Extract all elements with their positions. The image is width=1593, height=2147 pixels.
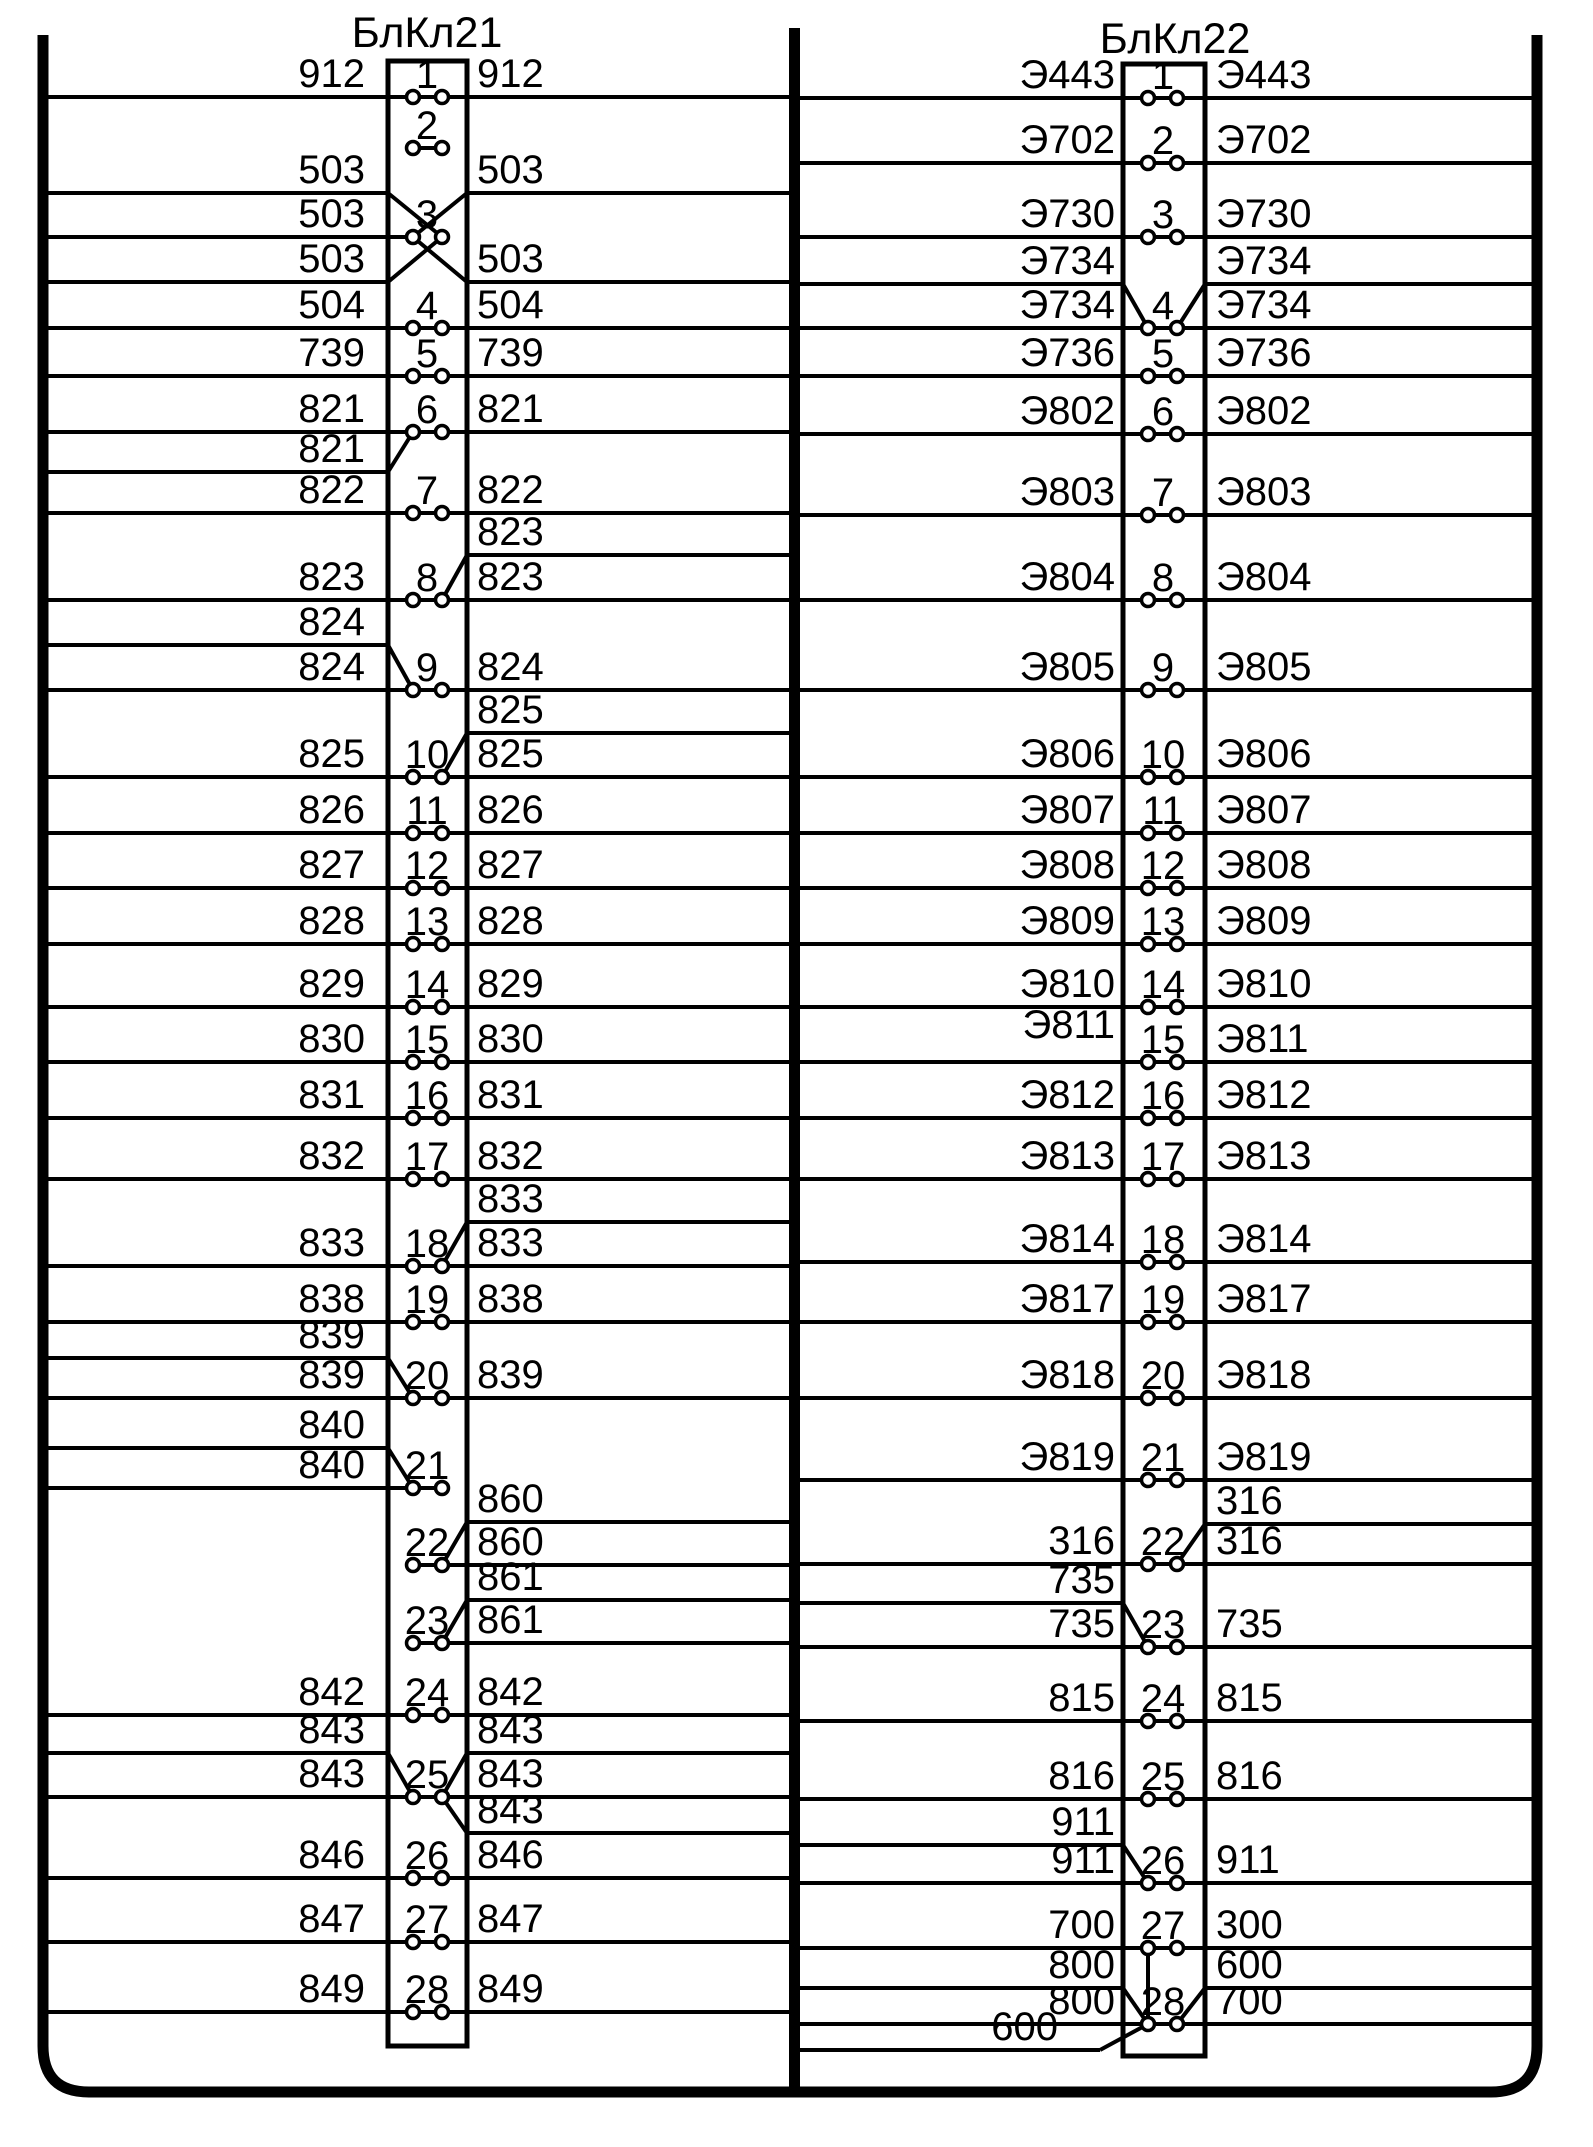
terminal-number: 3: [1151, 193, 1175, 237]
wire-label-left: Э812: [1019, 1073, 1115, 1117]
terminal-number: 11: [1142, 789, 1184, 833]
wire-label-right: Э810: [1216, 962, 1312, 1006]
wire-label-left: 911: [1051, 1838, 1115, 1882]
wire-label-left: 840: [298, 1443, 365, 1487]
wire-label-right: 828: [477, 899, 544, 943]
wire-label-left: 843: [298, 1708, 365, 1752]
wire-label-right: 843: [477, 1788, 544, 1832]
wire-label-right: 600: [1216, 1943, 1283, 1987]
wire-label-right: 823: [477, 555, 544, 599]
wire-label-left: 504: [298, 283, 365, 327]
wire-label-right: 827: [477, 843, 544, 887]
terminal-number: 8: [415, 556, 439, 600]
wire-label-right: Э811: [1216, 1017, 1309, 1061]
wire-label-right: 823: [477, 510, 544, 554]
wire-label-right: 861: [477, 1555, 544, 1599]
terminal-number: 25: [404, 1753, 450, 1797]
wire-label-right: 833: [477, 1177, 544, 1221]
wire-label-right: 826: [477, 788, 544, 832]
wire-label-right: 847: [477, 1897, 544, 1941]
terminal-number: 6: [1151, 390, 1175, 434]
terminal-block-blkl21: [43, 9, 794, 2046]
terminal-number: 13: [404, 900, 450, 944]
wire-label-right: 912: [477, 52, 544, 96]
wire-label-right: 504: [477, 283, 544, 327]
wire-label-right: Э818: [1216, 1353, 1312, 1397]
wire-label-right: 822: [477, 468, 544, 512]
terminal-number: 26: [404, 1834, 450, 1878]
wire-label-right: Э805: [1216, 645, 1312, 689]
wire-label-left: Э818: [1019, 1353, 1115, 1397]
wire-label-left: Э730: [1019, 192, 1115, 236]
terminal-number: 2: [1151, 119, 1175, 163]
wire-label-right: 739: [477, 331, 544, 375]
wire-label-left: 831: [298, 1073, 365, 1117]
wire-label-left: 824: [298, 645, 365, 689]
terminal-number: 18: [1140, 1218, 1186, 1262]
wire-label-left: 912: [298, 52, 365, 96]
wire-label-right: Э808: [1216, 843, 1312, 887]
wire-label-left: 825: [298, 732, 365, 776]
wire-label-right: 831: [477, 1073, 544, 1117]
terminal-number: 10: [1140, 733, 1186, 777]
terminal-number: 5: [415, 332, 439, 376]
wire-label-right: 861: [477, 1598, 544, 1642]
wire-label-right: Э812: [1216, 1073, 1312, 1117]
wire-label-right: 503: [477, 237, 544, 281]
wire-label-left: 840: [298, 1403, 365, 1447]
terminal-number: 22: [1140, 1520, 1186, 1564]
wire-label-right: 700: [1216, 1979, 1283, 2023]
terminal-number: 21: [404, 1444, 450, 1488]
wire-label-left: 800: [1048, 1979, 1115, 2023]
wire-label-left: Э806: [1019, 732, 1115, 776]
terminal-number: 11: [406, 789, 448, 833]
terminal-number: 9: [1151, 646, 1175, 690]
wire-label-right: Э809: [1216, 899, 1312, 943]
wire-label-left: Э803: [1019, 470, 1115, 514]
terminal-number: 21: [1140, 1436, 1186, 1480]
wire-label-right: 838: [477, 1277, 544, 1321]
terminal-number: 23: [1140, 1603, 1186, 1647]
wire-label-right: Э730: [1216, 192, 1312, 236]
wire-label-left: 821: [298, 427, 365, 471]
wire-label-left: 828: [298, 899, 365, 943]
terminal-number: 28: [404, 1968, 450, 2012]
terminal-number: 24: [1140, 1677, 1186, 1721]
terminal-number: 27: [1140, 1904, 1186, 1948]
wire-label-left: 503: [298, 237, 365, 281]
wire-label-left: 503: [298, 148, 365, 192]
terminal-number: 3: [415, 193, 439, 237]
terminal-number: 15: [404, 1018, 450, 1062]
wire-label-right: Э806: [1216, 732, 1312, 776]
terminal-number: 19: [404, 1278, 450, 1322]
wire-label-left: 735: [1048, 1602, 1115, 1646]
block-title: БлКл21: [351, 9, 503, 57]
wire-label-left: Э808: [1019, 843, 1115, 887]
terminal-number: 12: [404, 844, 450, 888]
terminal-number: 14: [1140, 963, 1186, 1007]
terminal-number: 19: [1140, 1278, 1186, 1322]
wire-label-right: 839: [477, 1353, 544, 1397]
wire-label-left: 830: [298, 1017, 365, 1061]
wire-label-right: Э736: [1216, 331, 1312, 375]
wire-label-right: Э734: [1216, 283, 1312, 327]
wire-label-left: Э804: [1019, 555, 1115, 599]
wire-label-right: 846: [477, 1833, 544, 1877]
terminal-number: 15: [1140, 1018, 1186, 1062]
wire-label-right: 830: [477, 1017, 544, 1061]
wire-label-left: 600: [991, 2005, 1058, 2049]
wire-label-left: Э813: [1019, 1134, 1115, 1178]
wire-label-right: Э803: [1216, 470, 1312, 514]
wire-label-left: Э817: [1019, 1277, 1115, 1321]
wire-label-left: 842: [298, 1670, 365, 1714]
wire-label-left: 822: [298, 468, 365, 512]
terminal-number: 7: [1151, 471, 1175, 515]
wire-label-right: Э734: [1216, 239, 1312, 283]
wire-label-right: 860: [477, 1520, 544, 1564]
wire-label-right: 829: [477, 962, 544, 1006]
terminal-number: 14: [404, 963, 450, 1007]
block-title: БлКл22: [1099, 15, 1251, 63]
terminal-number: 13: [1140, 900, 1186, 944]
wire-label-left: 849: [298, 1967, 365, 2011]
wire-label-left: 823: [298, 555, 365, 599]
wire-label-left: Э805: [1019, 645, 1115, 689]
terminal-block-blkl22: [794, 15, 1537, 2056]
wire-label-right: Э817: [1216, 1277, 1312, 1321]
wire-label-right: 843: [477, 1752, 544, 1796]
wire-label-right: 300: [1216, 1903, 1283, 1947]
wire-label-right: 824: [477, 645, 544, 689]
wire-label-left: 847: [298, 1897, 365, 1941]
wire-label-right: Э804: [1216, 555, 1312, 599]
wire-label-left: 821: [298, 387, 365, 431]
terminal-number: 17: [404, 1135, 450, 1179]
terminal-number: 22: [404, 1521, 450, 1565]
terminal-number: 8: [1151, 556, 1175, 600]
terminal-number: 25: [1140, 1755, 1186, 1799]
wire-label-left: 815: [1048, 1676, 1115, 1720]
wire-label-left: 839: [298, 1353, 365, 1397]
wire-label-left: 503: [298, 192, 365, 236]
terminal-number: 18: [404, 1222, 450, 1266]
wire-label-left: 739: [298, 331, 365, 375]
wire-label-right: Э702: [1216, 118, 1312, 162]
terminal-number: 17: [1140, 1135, 1186, 1179]
wire-label-left: 816: [1048, 1754, 1115, 1798]
wire-label-right: 821: [477, 387, 544, 431]
wire-label-left: 827: [298, 843, 365, 887]
terminal-number: 27: [404, 1898, 450, 1942]
terminal-number: 7: [415, 469, 439, 513]
wire-label-left: 839: [298, 1313, 365, 1357]
wire-label-left: Э702: [1019, 118, 1115, 162]
wire-label-right: 843: [477, 1708, 544, 1752]
wire-label-left: 826: [298, 788, 365, 832]
terminal-number: 6: [415, 388, 439, 432]
terminal-number: 26: [1140, 1839, 1186, 1883]
wire-label-right: 911: [1216, 1838, 1280, 1882]
terminal-number: 16: [404, 1074, 450, 1118]
terminal-number: 4: [1151, 284, 1175, 328]
wire-label-right: 825: [477, 688, 544, 732]
wire-label-right: Э443: [1216, 53, 1312, 97]
terminal-number: 23: [404, 1599, 450, 1643]
terminal-number: 1: [1151, 54, 1175, 98]
terminal-number: 16: [1140, 1074, 1186, 1118]
wire-label-right: 825: [477, 732, 544, 776]
wire-label-left: Э807: [1019, 788, 1115, 832]
wire-label-left: 911: [1051, 1800, 1115, 1844]
terminal-number: 10: [404, 733, 450, 777]
terminal-number: 4: [415, 284, 439, 328]
wire-label-right: Э807: [1216, 788, 1312, 832]
wire-label-left: 700: [1048, 1903, 1115, 1947]
terminal-number: 24: [404, 1671, 450, 1715]
wire-label-left: 829: [298, 962, 365, 1006]
terminal-number: 20: [404, 1354, 450, 1398]
wire-label-left: Э809: [1019, 899, 1115, 943]
wire-label-right: Э813: [1216, 1134, 1312, 1178]
wire-label-left: 316: [1048, 1519, 1115, 1563]
wire-label-left: 833: [298, 1221, 365, 1265]
wire-label-right: 842: [477, 1670, 544, 1714]
wire-label-left: Э819: [1019, 1435, 1115, 1479]
terminal-number: 1: [415, 53, 439, 97]
wire-label-right: 316: [1216, 1479, 1283, 1523]
wire-label-right: 833: [477, 1221, 544, 1265]
wire-label-right: 849: [477, 1967, 544, 2011]
terminal-number: 5: [1151, 332, 1175, 376]
wire-label-left: Э802: [1019, 389, 1115, 433]
wire-label-left: 843: [298, 1752, 365, 1796]
terminal-number: 2: [415, 104, 439, 148]
wire-label-left: Э736: [1019, 331, 1115, 375]
terminal-number: 20: [1140, 1354, 1186, 1398]
wire-label-right: 815: [1216, 1676, 1283, 1720]
wire-label-right: 735: [1216, 1602, 1283, 1646]
wire-label-left: Э810: [1019, 962, 1115, 1006]
terminal-number: 9: [415, 646, 439, 690]
wire-label-left: 800: [1048, 1943, 1115, 1987]
wire-label-right: 832: [477, 1134, 544, 1178]
wire-label-right: Э814: [1216, 1217, 1312, 1261]
wire-label-left: Э814: [1019, 1217, 1115, 1261]
wire-label-left: Э734: [1019, 283, 1115, 327]
wire-label-left: 846: [298, 1833, 365, 1877]
wire-label-left: Э443: [1019, 53, 1115, 97]
wire-label-left: 832: [298, 1134, 365, 1178]
wire-label-right: 860: [477, 1477, 544, 1521]
wire-label-left: 838: [298, 1277, 365, 1321]
wire-label-right: Э819: [1216, 1435, 1312, 1479]
wire-label-right: Э802: [1216, 389, 1312, 433]
wire-label-left: 824: [298, 600, 365, 644]
wire-label-left: Э734: [1019, 239, 1115, 283]
wire-label-right: 503: [477, 148, 544, 192]
wire-label-right: 816: [1216, 1754, 1283, 1798]
terminal-number: 12: [1140, 844, 1186, 888]
wire-label-left: Э811: [1022, 1003, 1115, 1047]
terminal-number: 28: [1140, 1980, 1186, 2024]
wire-label-left: 735: [1048, 1558, 1115, 1602]
wire-label-right: 316: [1216, 1519, 1283, 1563]
